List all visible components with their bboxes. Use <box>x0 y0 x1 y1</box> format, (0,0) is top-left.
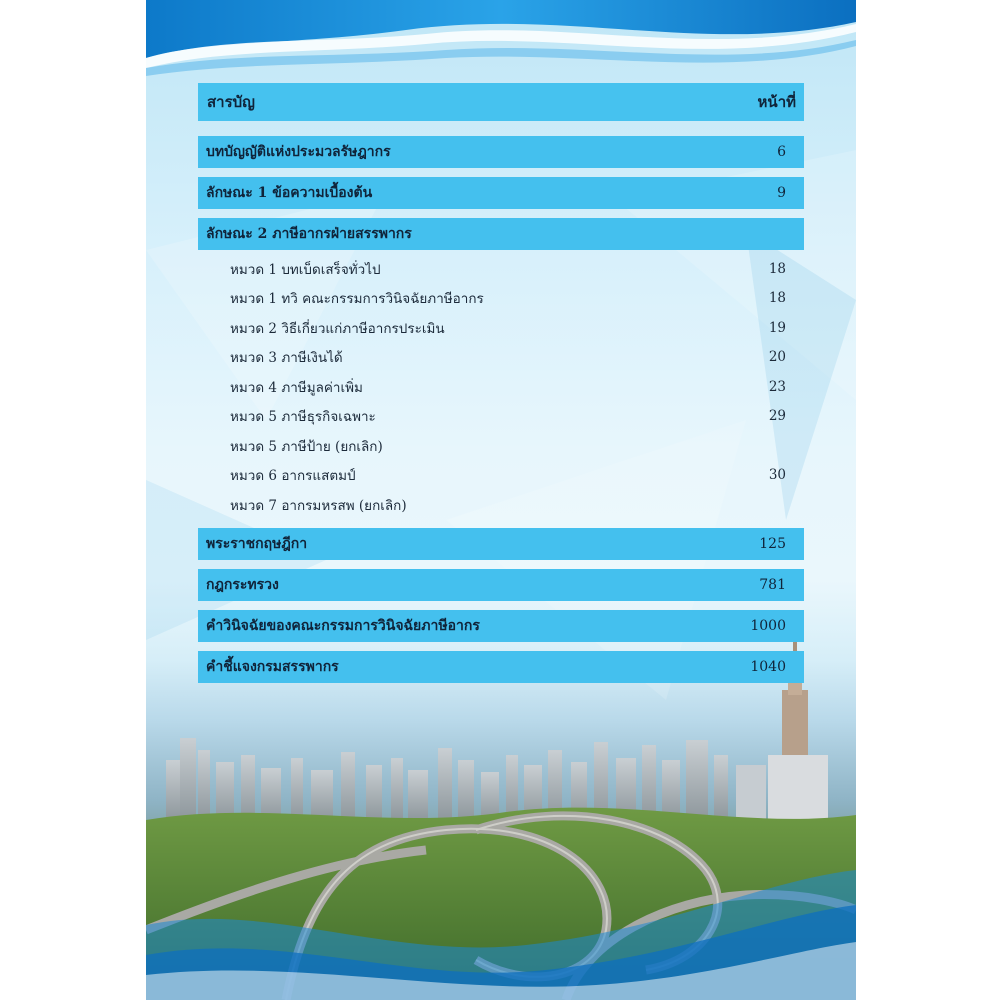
chapter-label: หมวด 1 บทเบ็ดเสร็จทั่วไป <box>230 261 381 278</box>
toc-section-row <box>198 528 804 560</box>
toc-section-row <box>198 177 804 209</box>
chapter-row <box>230 372 786 402</box>
chapter-row <box>230 490 786 520</box>
chapter-label: หมวด 6 อากรแสตมป์ <box>230 468 356 485</box>
section-page: 1000 <box>750 617 786 634</box>
section-label: กฎกระทรวง <box>206 576 279 593</box>
toc-section-row <box>198 136 804 168</box>
section-label: คำวินิจฉัยของคณะกรรมการวินิจฉัยภาษีอากร <box>206 617 480 634</box>
chapter-page: 18 <box>768 260 786 277</box>
chapter-label: หมวด 1 ทวิ คณะกรรมการวินิจฉัยภาษีอากร <box>230 291 484 308</box>
section-page: 125 <box>759 535 786 552</box>
section-page: 1040 <box>750 658 786 675</box>
chapter-label: หมวด 2 วิธีเกี่ยวแก่ภาษีอากรประเมิน <box>230 320 445 337</box>
chapter-page: 18 <box>768 290 786 307</box>
chapter-row <box>230 313 786 343</box>
section-page: 9 <box>777 185 786 201</box>
chapter-page: 23 <box>768 378 786 395</box>
section-label: ลักษณะ 2 ภาษีอากรฝ่ายสรรพากร <box>206 226 412 242</box>
table-of-contents <box>198 83 804 692</box>
city-skyline <box>166 738 728 820</box>
toc-section-row <box>198 651 804 683</box>
chapter-label: หมวด 7 อากรมหรสพ (ยกเลิก) <box>230 497 407 514</box>
section-label: คำชี้แจงกรมสรรพากร <box>206 658 339 675</box>
chapter-page: 19 <box>768 319 786 336</box>
chapter-list <box>198 254 804 528</box>
section-page: 781 <box>759 576 786 593</box>
chapter-label: หมวด 3 ภาษีเงินได้ <box>230 350 343 367</box>
section-page: 6 <box>777 144 786 160</box>
chapter-row <box>230 254 786 284</box>
chapter-label: หมวด 5 ภาษีธุรกิจเฉพาะ <box>230 409 376 426</box>
chapter-row <box>230 402 786 432</box>
chapter-label: หมวด 5 ภาษีป้าย (ยกเลิก) <box>230 438 383 455</box>
toc-title: สารบัญ <box>207 93 255 111</box>
chapter-label: หมวด 4 ภาษีมูลค่าเพิ่ม <box>230 379 363 396</box>
section-label: ลักษณะ 1 ข้อความเบื้องต้น <box>206 185 373 201</box>
section-label: บทบัญญัติแห่งประมวลรัษฎากร <box>206 144 391 160</box>
chapter-row <box>230 343 786 373</box>
toc-section-row <box>198 610 804 642</box>
chapter-page: 20 <box>768 349 786 366</box>
chapter-row <box>230 461 786 491</box>
toc-page-header: หน้าที่ <box>757 93 796 111</box>
toc-section-row <box>198 569 804 601</box>
chapter-page: 30 <box>768 467 786 484</box>
chapter-page: 29 <box>768 408 786 425</box>
toc-header-bar <box>198 83 804 121</box>
toc-section-row <box>198 218 804 250</box>
chapter-row <box>230 284 786 314</box>
document-page <box>146 0 856 1000</box>
section-label: พระราชกฤษฎีกา <box>206 535 308 552</box>
chapter-row <box>230 431 786 461</box>
